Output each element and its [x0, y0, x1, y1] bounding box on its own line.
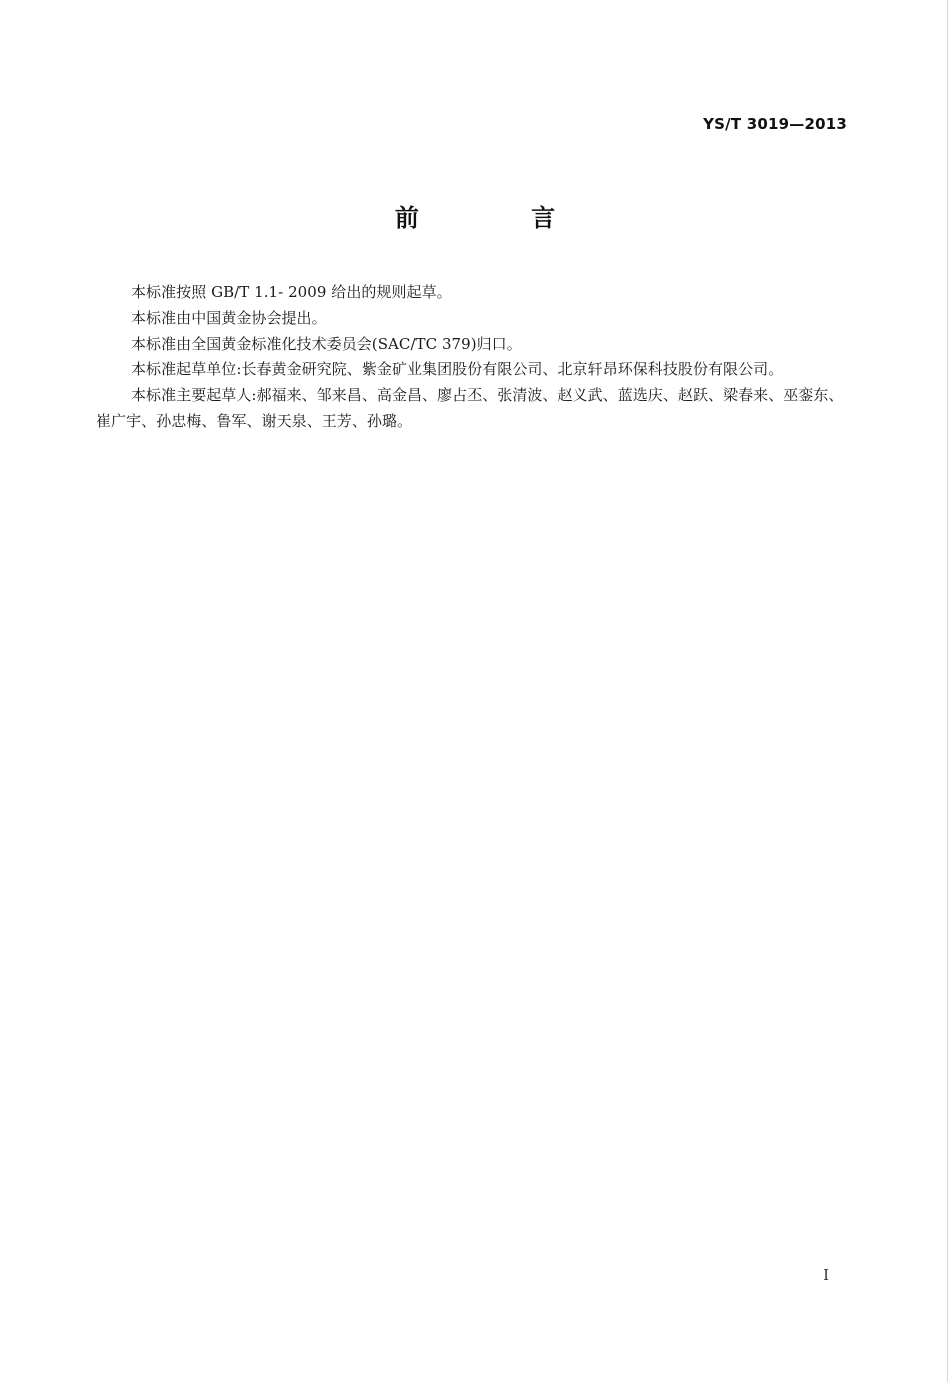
paragraph-drafting-units: 本标准起草单位:长春黄金研究院、紫金矿业集团股份有限公司、北京轩昂环保科技股份有限公司。	[131, 360, 784, 379]
paragraph-committee: 本标准由全国黄金标准化技术委员会(SAC/TC 379)归口。	[131, 334, 522, 353]
standard-code: YS/T 3019—2013	[703, 115, 847, 133]
page-number: I	[823, 1266, 829, 1284]
paragraph-drafting-rules: 本标准按照 GB/T 1.1- 2009 给出的规则起草。	[131, 283, 452, 301]
page-title: 前 言	[394, 204, 608, 232]
foreword-body	[96, 280, 856, 435]
paragraph-proposer: 本标准由中国黄金协会提出。	[131, 308, 327, 327]
paragraph-drafters: 本标准主要起草人:郝福来、邹来昌、高金昌、廖占丕、张清波、赵义武、蓝选庆、赵跃、梁春来、巫銮东、崔广宇、孙忠梅、鲁军、谢天泉、王芳、孙璐。	[96, 386, 844, 430]
